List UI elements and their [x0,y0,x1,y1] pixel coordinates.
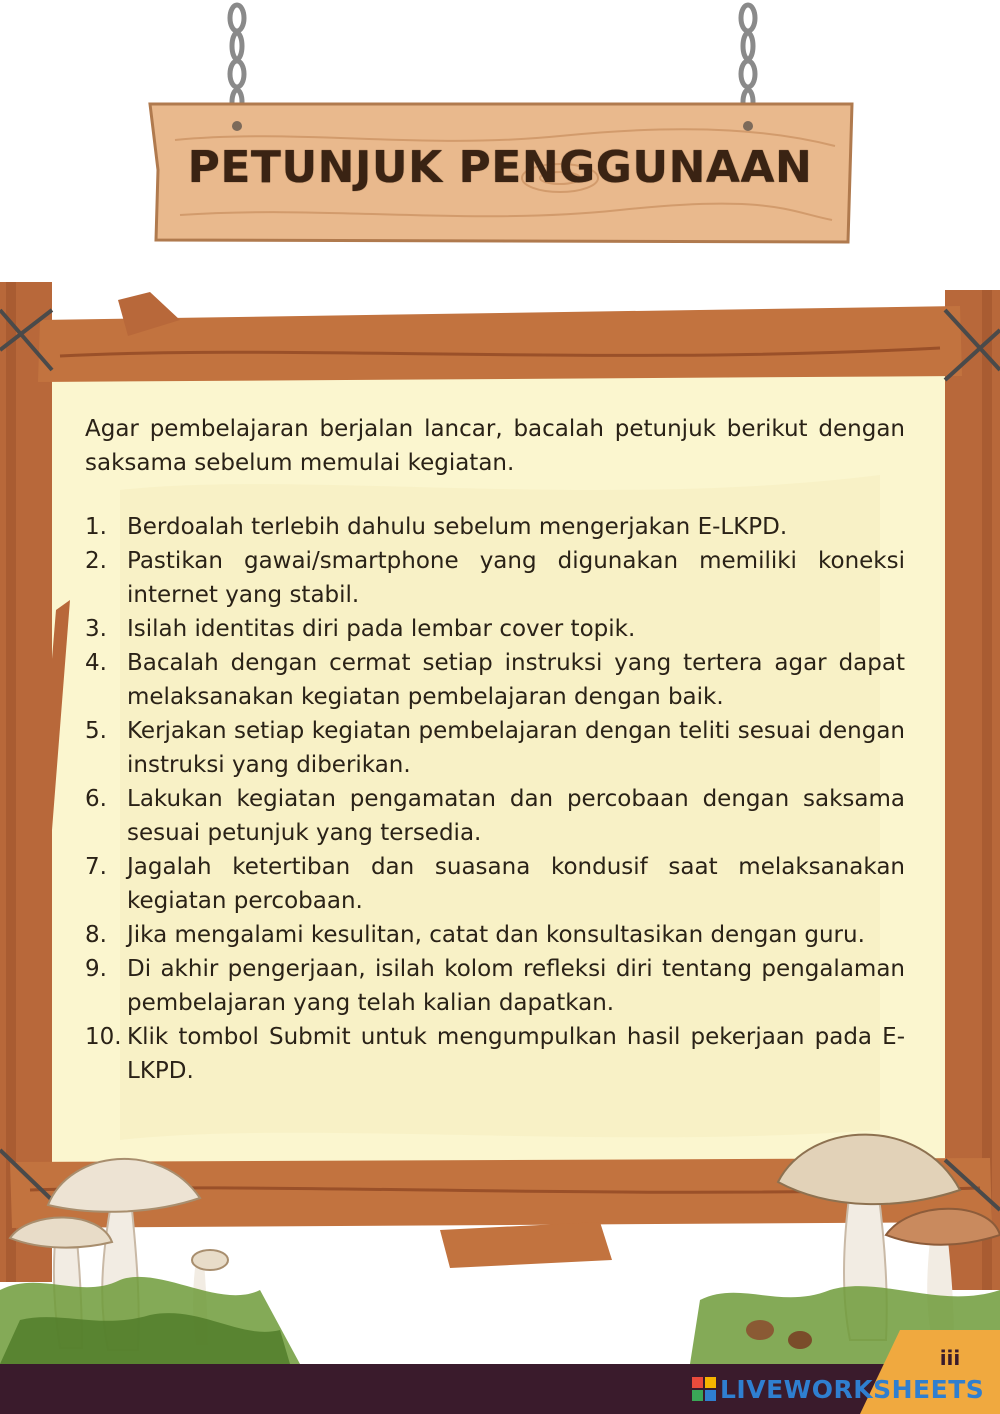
list-item-number: 1. [85,514,107,540]
brand-text: LIVEWORKSHEETS [720,1374,985,1404]
list-item-text: Lakukan kegiatan pengamatan dan percobaan dengan saksama sesuai petunjuk yang tersedia. [127,786,905,846]
brand-watermark[interactable] [692,1374,984,1404]
list-item [85,510,905,544]
list-item-number: 9. [85,956,107,982]
list-item [85,952,905,1020]
list-item-text: Jika mengalami kesulitan, catat dan konsultasikan dengan guru. [127,922,865,948]
list-item-number: 2. [85,548,107,574]
list-item [85,714,905,782]
list-item [85,1020,905,1088]
list-item [85,612,905,646]
list-item-text: Berdoalah terlebih dahulu sebelum mengerjakan E-LKPD. [127,514,788,540]
list-item-number: 8. [85,922,107,948]
list-item-number: 3. [85,616,107,642]
instructions-panel [85,412,905,1088]
list-item-number: 4. [85,650,107,676]
list-item [85,850,905,918]
right-chain [741,5,755,114]
list-item-number: 10. [85,1024,122,1050]
list-item [85,646,905,714]
intro-paragraph: Agar pembelajaran berjalan lancar, bacalah petunjuk berikut dengan saksama sebelum memulai kegiatan. [85,416,905,476]
list-item-text: Jagalah ketertiban dan suasana kondusif saat melaksanakan kegiatan percobaan. [127,854,905,914]
list-item [85,544,905,612]
list-item [85,918,905,952]
list-item-text: Kerjakan setiap kegiatan pembelajaran dengan teliti sesuai dengan instruksi yang diberikan. [127,718,905,778]
list-item-text: Di akhir pengerjaan, isilah kolom refleksi diri tentang pengalaman pembelajaran yang telah kalian dapatkan. [127,956,905,1016]
instruction-list [85,510,905,1088]
list-item-text: Bacalah dengan cermat setiap instruksi yang tertera agar dapat melaksanakan kegiatan pembelajaran dengan baik. [127,650,905,710]
list-item-text: Pastikan gawai/smartphone yang digunakan memiliki koneksi internet yang stabil. [127,548,905,608]
list-item-text: Klik tombol Submit untuk mengumpulkan hasil pekerjaan pada E-LKPD. [127,1024,905,1084]
page-title: PETUNJUK PENGGUNAAN [187,141,813,193]
list-item [85,782,905,850]
left-chain [230,5,244,114]
list-item-text: Isilah identitas diri pada lembar cover topik. [127,616,636,642]
liveworksheets-logo-icon [692,1377,716,1401]
list-item-number: 6. [85,786,107,812]
list-item-number: 5. [85,718,107,744]
page-number: iii [939,1346,961,1370]
list-item-number: 7. [85,854,107,880]
